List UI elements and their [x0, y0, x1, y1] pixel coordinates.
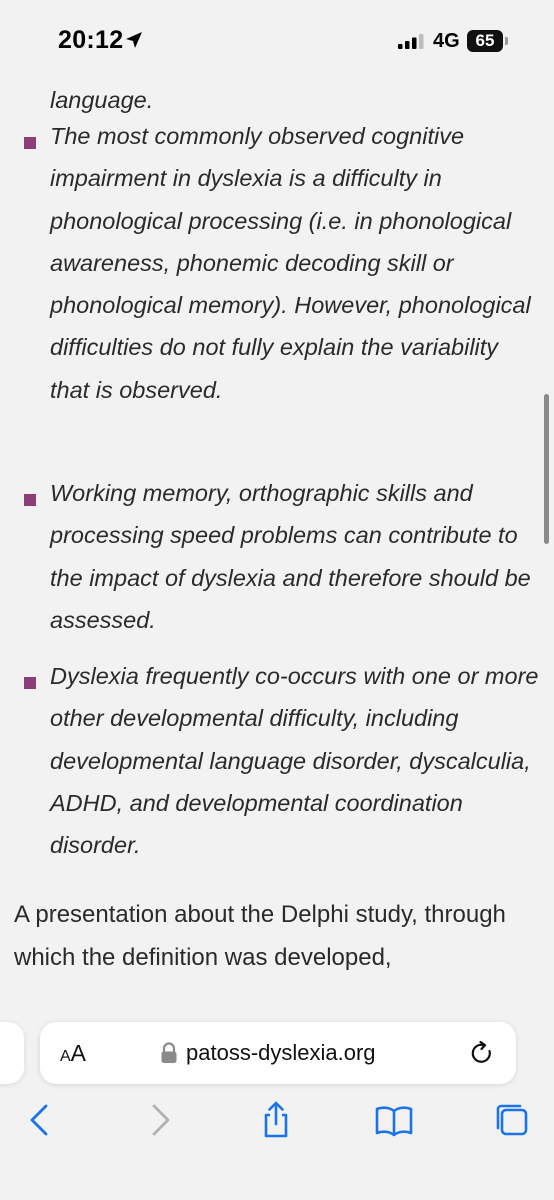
network-type: 4G [433, 30, 460, 52]
bookmarks-book-icon[interactable] [374, 1100, 414, 1140]
scrollbar[interactable] [544, 394, 549, 544]
lock-icon [160, 1042, 178, 1064]
browser-bottom-bar [0, 1000, 554, 1200]
location-arrow-icon [124, 30, 144, 50]
bullet-marker [24, 677, 36, 689]
tabs-icon[interactable] [492, 1100, 532, 1140]
bullet-marker [24, 137, 36, 149]
share-icon[interactable] [256, 1100, 296, 1140]
list-item-text: Working memory, orthographic skills and processing speed problems can contribute to the impact of dyslexia and therefore should be assessed. [50, 480, 531, 633]
back-chevron-icon[interactable] [20, 1100, 60, 1140]
battery-tip [505, 37, 508, 45]
page-settings-button[interactable] [60, 1037, 86, 1069]
url-text[interactable]: patoss-dyslexia.org [186, 1040, 376, 1065]
reload-icon[interactable] [468, 1039, 496, 1067]
previous-tab-preview[interactable] [0, 1022, 24, 1084]
address-bar[interactable] [40, 1022, 516, 1084]
cellular-signal-icon [398, 33, 426, 49]
status-time: 20:12 [58, 26, 124, 54]
aa-small-letter: A [60, 1048, 71, 1065]
list-item-text: Dyslexia frequently co-occurs with one or more other developmental difficulty, including developmental language disorder, dyscalculia, ADHD, and developmental coordination disorder. [50, 663, 539, 859]
bullet-marker [24, 494, 36, 506]
aa-large-letter: A [70, 1040, 87, 1066]
status-bar [0, 0, 554, 84]
article-paragraph: A presentation about the Delphi study, through which the definition was developed, [14, 901, 506, 971]
battery-icon: 65 [467, 30, 503, 52]
list-item-text: The most commonly observed cognitive impairment in dyslexia is a difficulty in phonological processing (i.e. in phonological awareness, phonemic decoding skill or phonological memory). However, phonological difficulties do not fully explain the variability that is observed. [50, 123, 531, 403]
web-content[interactable] [0, 84, 554, 1000]
prev-text-fragment: language. [50, 87, 154, 113]
forward-chevron-icon[interactable] [140, 1100, 180, 1140]
